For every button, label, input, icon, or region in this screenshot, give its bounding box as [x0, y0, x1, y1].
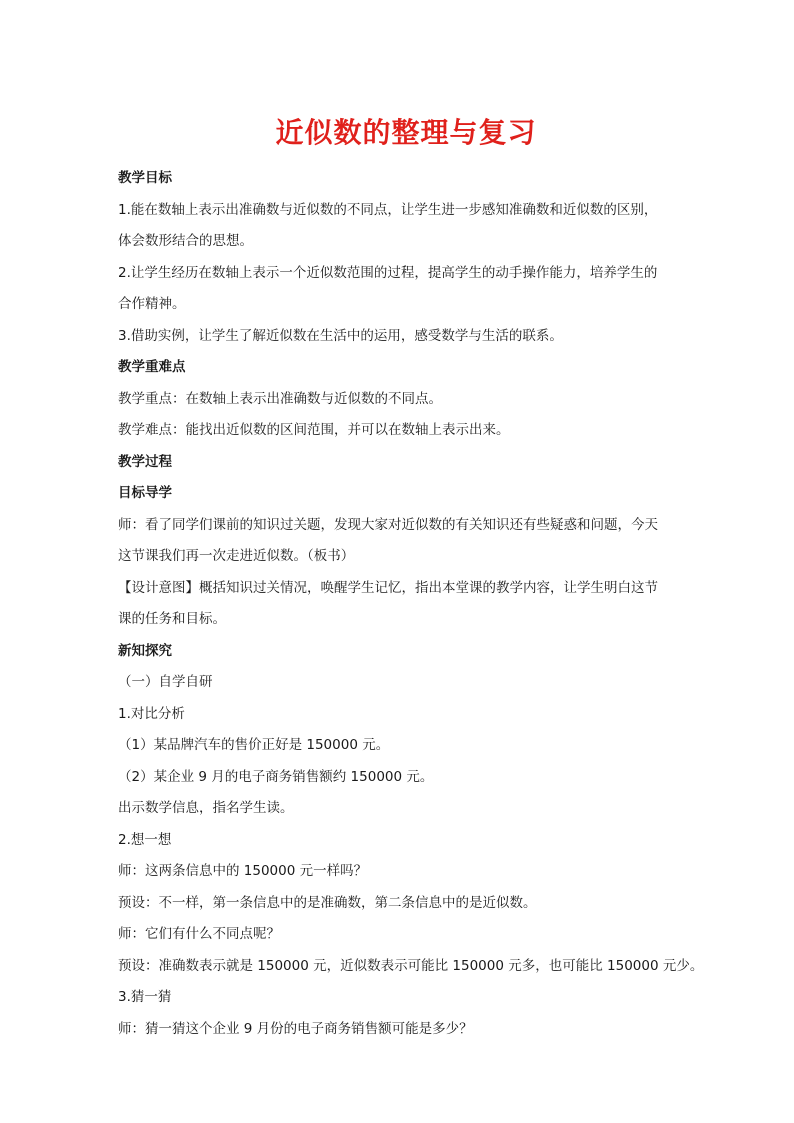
paragraph-line: 师：这两条信息中的 150000 元一样吗？: [118, 863, 368, 879]
paragraph-line: 课的任务和目标。: [118, 611, 226, 627]
paragraph-line: 1.对比分析: [118, 705, 185, 722]
paragraph-line: 体会数形结合的思想。: [118, 233, 253, 249]
document-title: 近似数的整理与复习: [275, 116, 537, 149]
paragraph-line: 预设：准确数表示就是 150000 元，近似数表示可能比 150000 元多，也可能比 150000 元少。: [118, 957, 704, 974]
paragraph-line: 出示数学信息，指名学生读。: [118, 800, 294, 816]
paragraph-line: （一）自学自研: [118, 674, 213, 690]
paragraph-line: （1）某品牌汽车的售价正好是 150000 元。: [118, 737, 390, 753]
paragraph-line: 3.借助实例，让学生了解近似数在生活中的运用，感受数学与生活的联系。: [118, 327, 563, 344]
section-heading: 教学目标: [118, 170, 172, 186]
paragraph-line: 3.猜一猜: [118, 989, 172, 1005]
paragraph-line: 教学重点：在数轴上表示出准确数与近似数的不同点。: [118, 390, 442, 407]
section-heading: 新知探究: [118, 642, 172, 659]
paragraph-line: （2）某企业 9 月的电子商务销售额约 150000 元。: [118, 768, 434, 785]
paragraph-line: 这节课我们再一次走进近似数。（板书）: [118, 548, 355, 564]
paragraph-line: 【设计意图】概括知识过关情况，唤醒学生记忆，指出本堂课的教学内容，让学生明白这节: [118, 579, 658, 596]
paragraph-line: 1.能在数轴上表示出准确数与近似数的不同点，让学生进一步感知准确数和近似数的区别，: [118, 201, 658, 218]
section-heading: 教学过程: [118, 453, 172, 470]
section-heading: 教学重难点: [118, 359, 186, 375]
document-body: [118, 163, 704, 1045]
paragraph-line: 2.想一想: [118, 831, 172, 848]
paragraph-line: 2.让学生经历在数轴上表示一个近似数范围的过程，提高学生的动手操作能力，培养学生的: [118, 264, 658, 281]
paragraph-line: 师：猜一猜这个企业 9 月份的电子商务销售额可能是多少？: [118, 1020, 473, 1037]
section-heading: 目标导学: [118, 485, 172, 501]
paragraph-line: 教学难点：能找出近似数的区间范围，并可以在数轴上表示出来。: [118, 422, 510, 438]
paragraph-line: 预设：不一样，第一条信息中的是准确数，第二条信息中的是近似数。: [118, 894, 537, 911]
paragraph-line: 师：看了同学们课前的知识过关题，发现大家对近似数的有关知识还有些疑惑和问题，今天: [118, 516, 658, 533]
paragraph-line: 师：它们有什么不同点呢？: [118, 926, 280, 942]
paragraph-line: 合作精神。: [118, 296, 186, 312]
